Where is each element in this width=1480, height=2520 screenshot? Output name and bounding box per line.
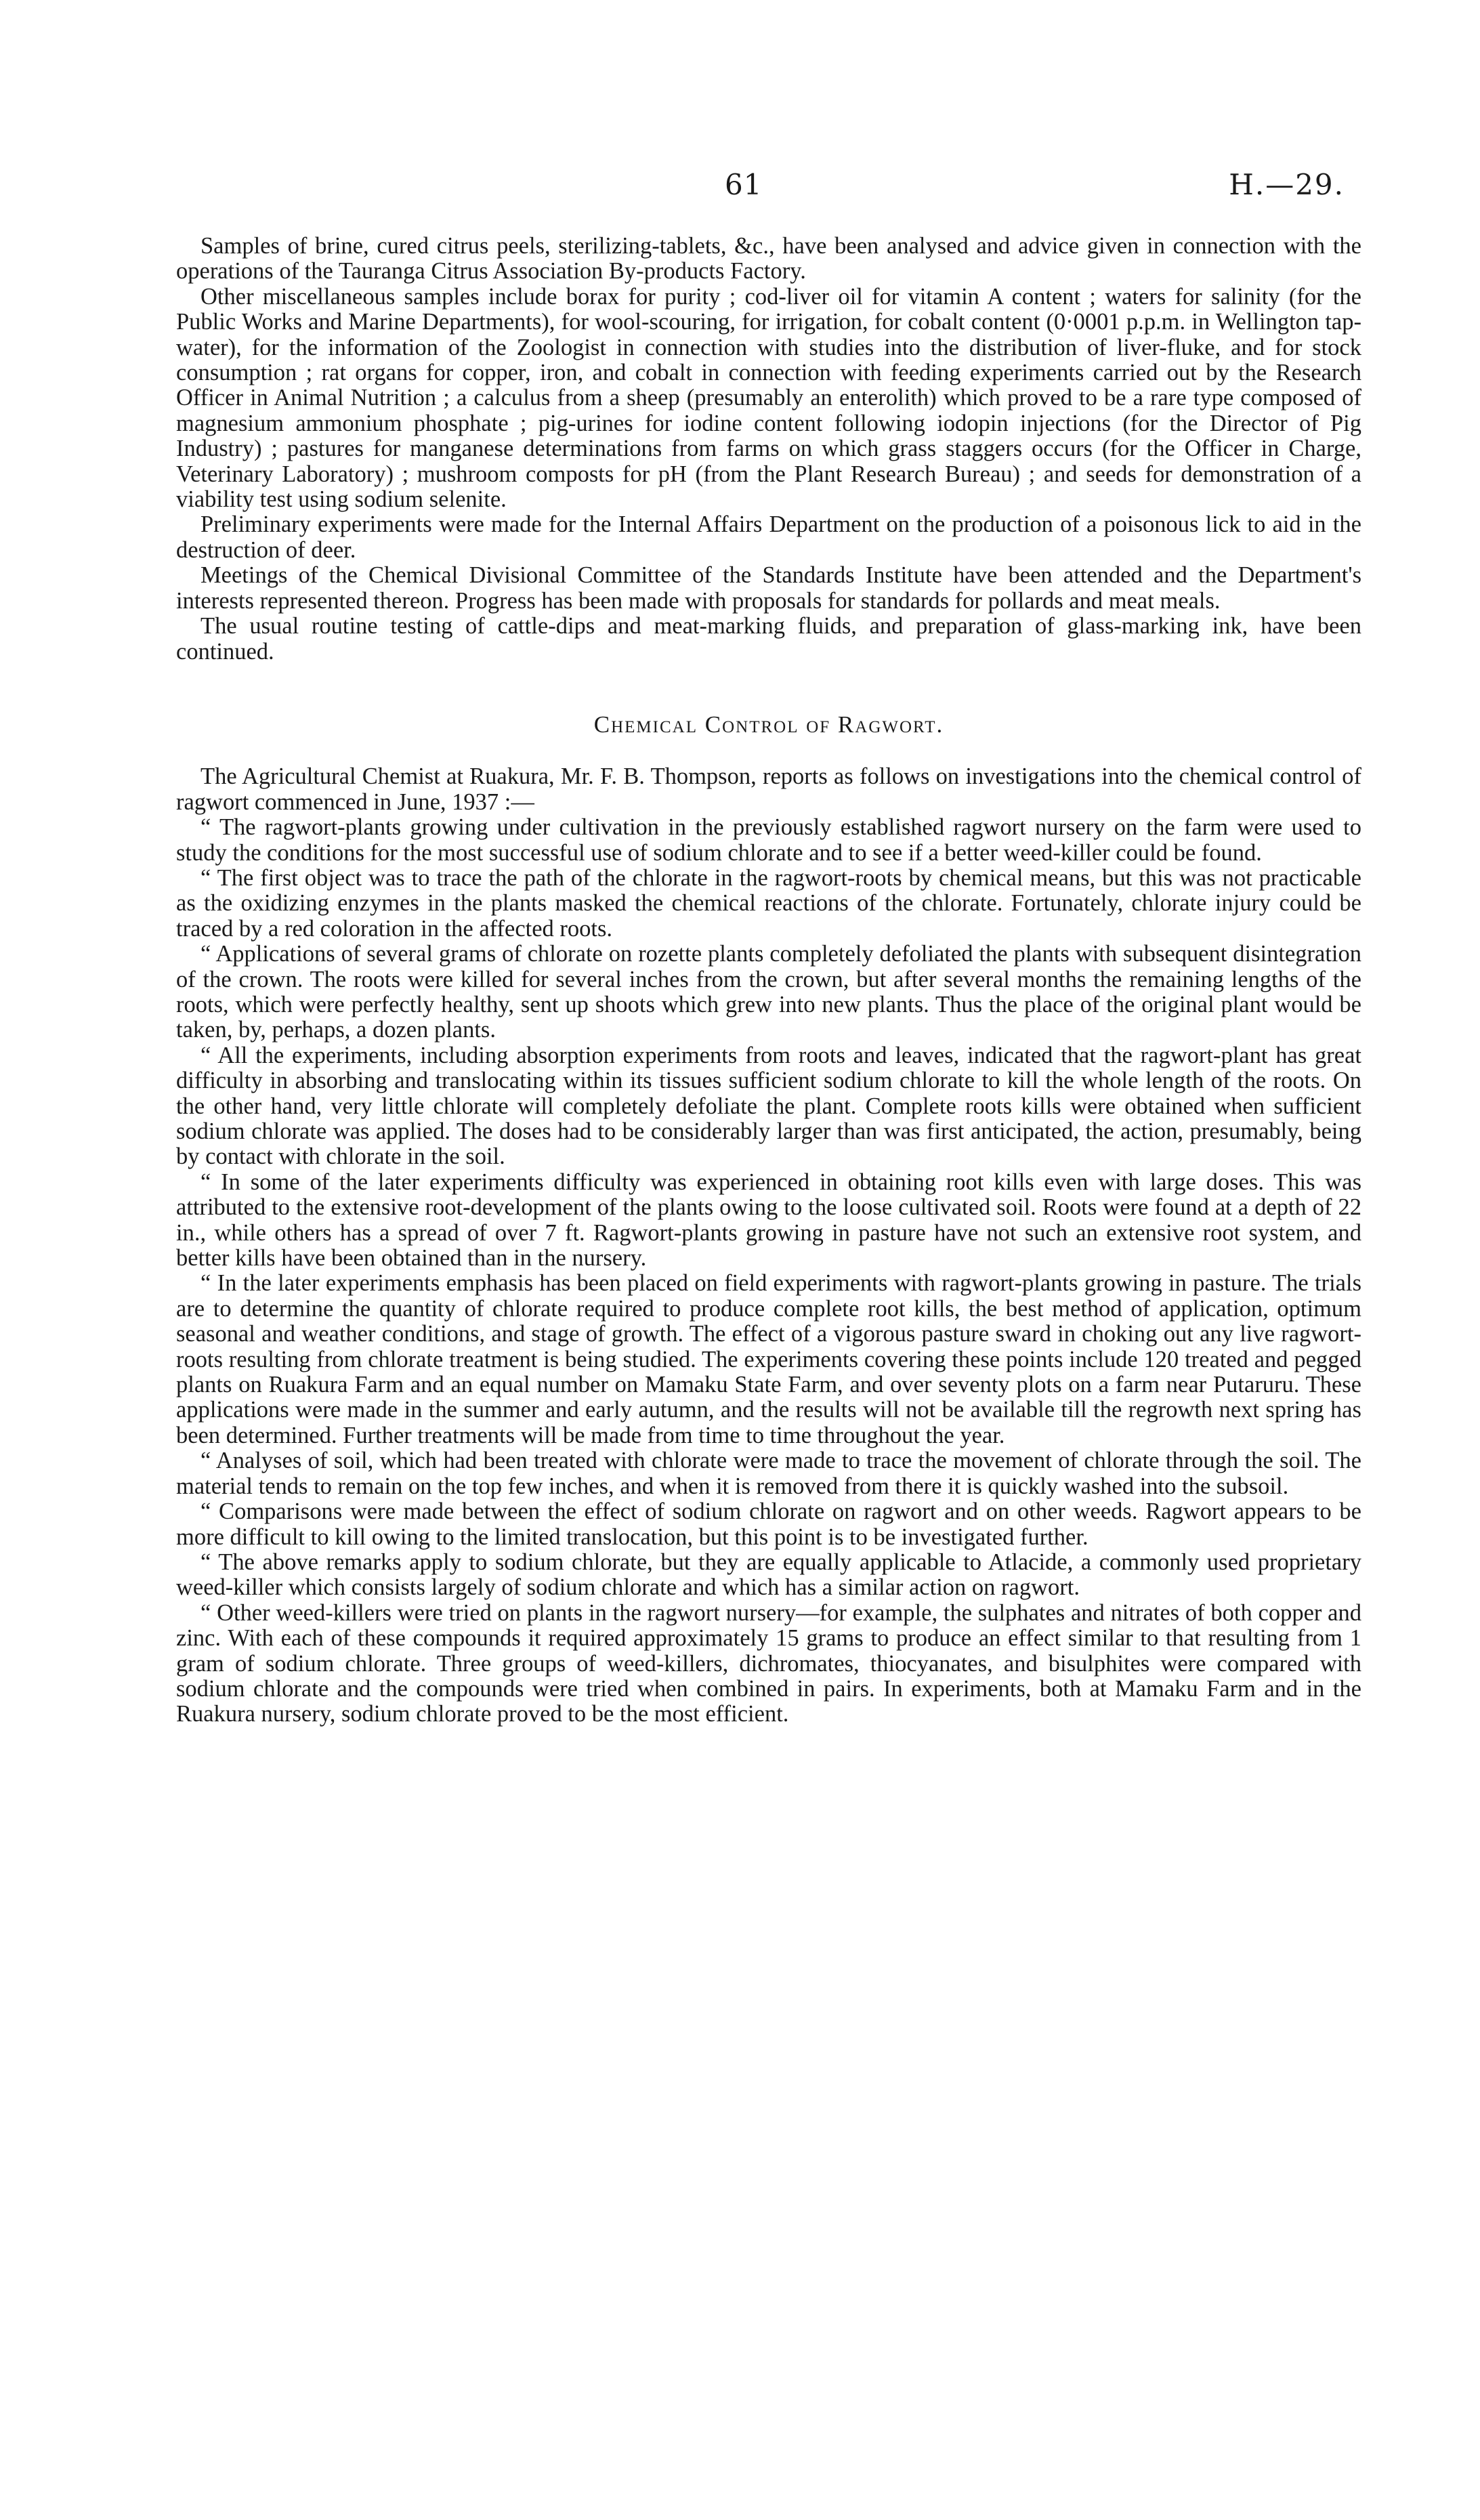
paragraph-chlorate-path: “ The first object was to trace the path of the chlorate in the ragwort-roots by chemical means, but this was not practicable as the oxidizing enzymes in the plants masked the chemical reactions of the chlorate. Fortunately, chlorate injury could be traced by a red coloration in the affected roots. (176, 864, 1361, 942)
paragraph-brine-samples: Samples of brine, cured citrus peels, sterilizing-tablets, &c., have been analysed and advice given in connection with the operations of the Tauranga Citrus Association By-products Factory. (176, 233, 1361, 285)
paragraph-weed-comparisons: “ Comparisons were made between the effect of sodium chlorate on ragwort and on other weeds. Ragwort appears to be more difficult to kill owing to the limited translocation, but this point is to be investigated further. (176, 1498, 1361, 1550)
paragraph-atlacide: “ The above remarks apply to sodium chlorate, but they are equally applicable to Atlacide, a commonly used proprietary weed-killer which consists largely of sodium chlorate and which has a similar action on ragwort. (176, 1549, 1361, 1601)
paragraph-soil-analyses: “ Analyses of soil, which had been treated with chlorate were made to trace the movement of chlorate through the soil. The material tends to remain on the top few inches, and when it is removed from there it is quickly washed into the subsoil. (176, 1448, 1361, 1499)
paragraph-field-experiments: “ In the later experiments emphasis has been placed on field experiments with ragwort-plants growing in pasture. The trials are to determine the quantity of chlorate required to produce complete root kills, the best method of application, optimum seasonal and weather conditions, and stage of growth. The effect of a vigorous pasture sward in choking out any live ragwort-roots resulting from chlorate treatment is being studied. The experiments covering these points include 120 treated and pegged plants on Ruakura Farm and an equal number on Mamaku State Farm, and over seventy plots on a farm near Putaruru. These applications were made in the summer and early autumn, and the results will not be available till the regrowth next spring has been determined. Further treatments will be made from time to time throughout the year. (176, 1270, 1361, 1448)
paper-reference: H.—29. (1229, 168, 1345, 201)
paragraph-root-kills: “ In some of the later experiments difficulty was experienced in obtaining root kills even with large doses. This was attributed to the extensive root-development of the plants owing to the loose cultivated soil. Roots were found at a depth of 22 in., while others has a spread of over 7 ft. Ragwort-plants growing in pasture have not such an extensive root system, and better kills have been obtained than in the nursery. (176, 1169, 1361, 1272)
paragraph-ragwort-intro: The Agricultural Chemist at Ruakura, Mr. F. B. Thompson, reports as follows on investigations into the chemical control of ragwort commenced in June, 1937 :— (176, 763, 1361, 815)
paragraph-ragwort-nursery: “ The ragwort-plants growing under cultivation in the previously established ragwort nursery on the farm were used to study the conditions for the most successful use of sodium chlorate and to see if a better weed-killer could be found. (176, 814, 1361, 866)
paragraph-miscellaneous-samples: Other miscellaneous samples include borax for purity ; cod-liver oil for vitamin A content ; waters for salinity (for the Public Works and Marine Departments), for wool-scouring, for irrigation, for cobalt content (0·0001 p.p.m. in Wellington tap-water), for the information of the Zoologist in connection with studies into the distribution of liver-fluke, and for stock consumption ; rat organs for copper, iron, and cobalt in connection with feeding experiments carried out by the Research Officer in Animal Nutrition ; a calculus from a sheep (presumably an enterolith) which proved to be a rare type composed of magnesium ammonium phosphate ; pig-urines for iodine content following iodopin injections (for the Director of Pig Industry) ; pastures for manganese determinations from farms on which grass staggers occurs (for the Officer in Charge, Veterinary Laboratory) ; mushroom composts for pH (from the Plant Research Bureau) ; and seeds for demonstration of a viability test using sodium selenite. (176, 283, 1361, 513)
paragraph-absorption-experiments: “ All the experiments, including absorption experiments from roots and leaves, indicated that the ragwort-plant has great difficulty in absorbing and translocating within its tissues sufficient sodium chlorate to kill the whole length of the roots. On the other hand, very little chlorate will completely defoliate the plant. Complete roots kills were obtained when sufficient sodium chlorate was applied. The doses had to be considerably larger than was first anticipated, the action, presumably, being by contact with chlorate in the soil. (176, 1042, 1361, 1170)
page-number: 61 (725, 168, 763, 201)
paragraph-rozette-applications: “ Applications of several grams of chlorate on rozette plants completely defoliated the plants with subsequent disintegration of the crown. The roots were killed for several inches from the crown, but after several months the remaining lengths of the roots, which were perfectly healthy, sent up shoots which grew into new plants. Thus the place of the original plant would be taken, by, perhaps, a dozen plants. (176, 941, 1361, 1043)
paragraph-other-weed-killers: “ Other weed-killers were tried on plants in the ragwort nursery—for example, the sulphates and nitrates of both copper and zinc. With each of these compounds it required approximately 15 grams to produce an effect similar to that resulting from 1 gram of sodium chlorate. Three groups of weed-killers, dichromates, thiocyanates, and bisulphites were compared with sodium chlorate and the compounds were tried when combined in pairs. In experiments, both at Mamaku Farm and in the Ruakura nursery, sodium chlorate proved to be the most efficient. (176, 1599, 1361, 1727)
document-body (176, 234, 1361, 1727)
paragraph-routine-testing: The usual routine testing of cattle-dips and meat-marking fluids, and preparation of glass-marking ink, have been continued. (176, 613, 1361, 665)
page-header (0, 168, 1480, 209)
paragraph-standards-committee: Meetings of the Chemical Divisional Committee of the Standards Institute have been attended and the Department's interests represented thereon. Progress has been made with proposals for standards for pollards and meat meals. (176, 562, 1361, 614)
section-heading: Chemical Control of Ragwort. (593, 711, 944, 738)
paragraph-deer-poison: Preliminary experiments were made for the Internal Affairs Department on the production of a poisonous lick to aid in the destruction of deer. (176, 511, 1361, 563)
